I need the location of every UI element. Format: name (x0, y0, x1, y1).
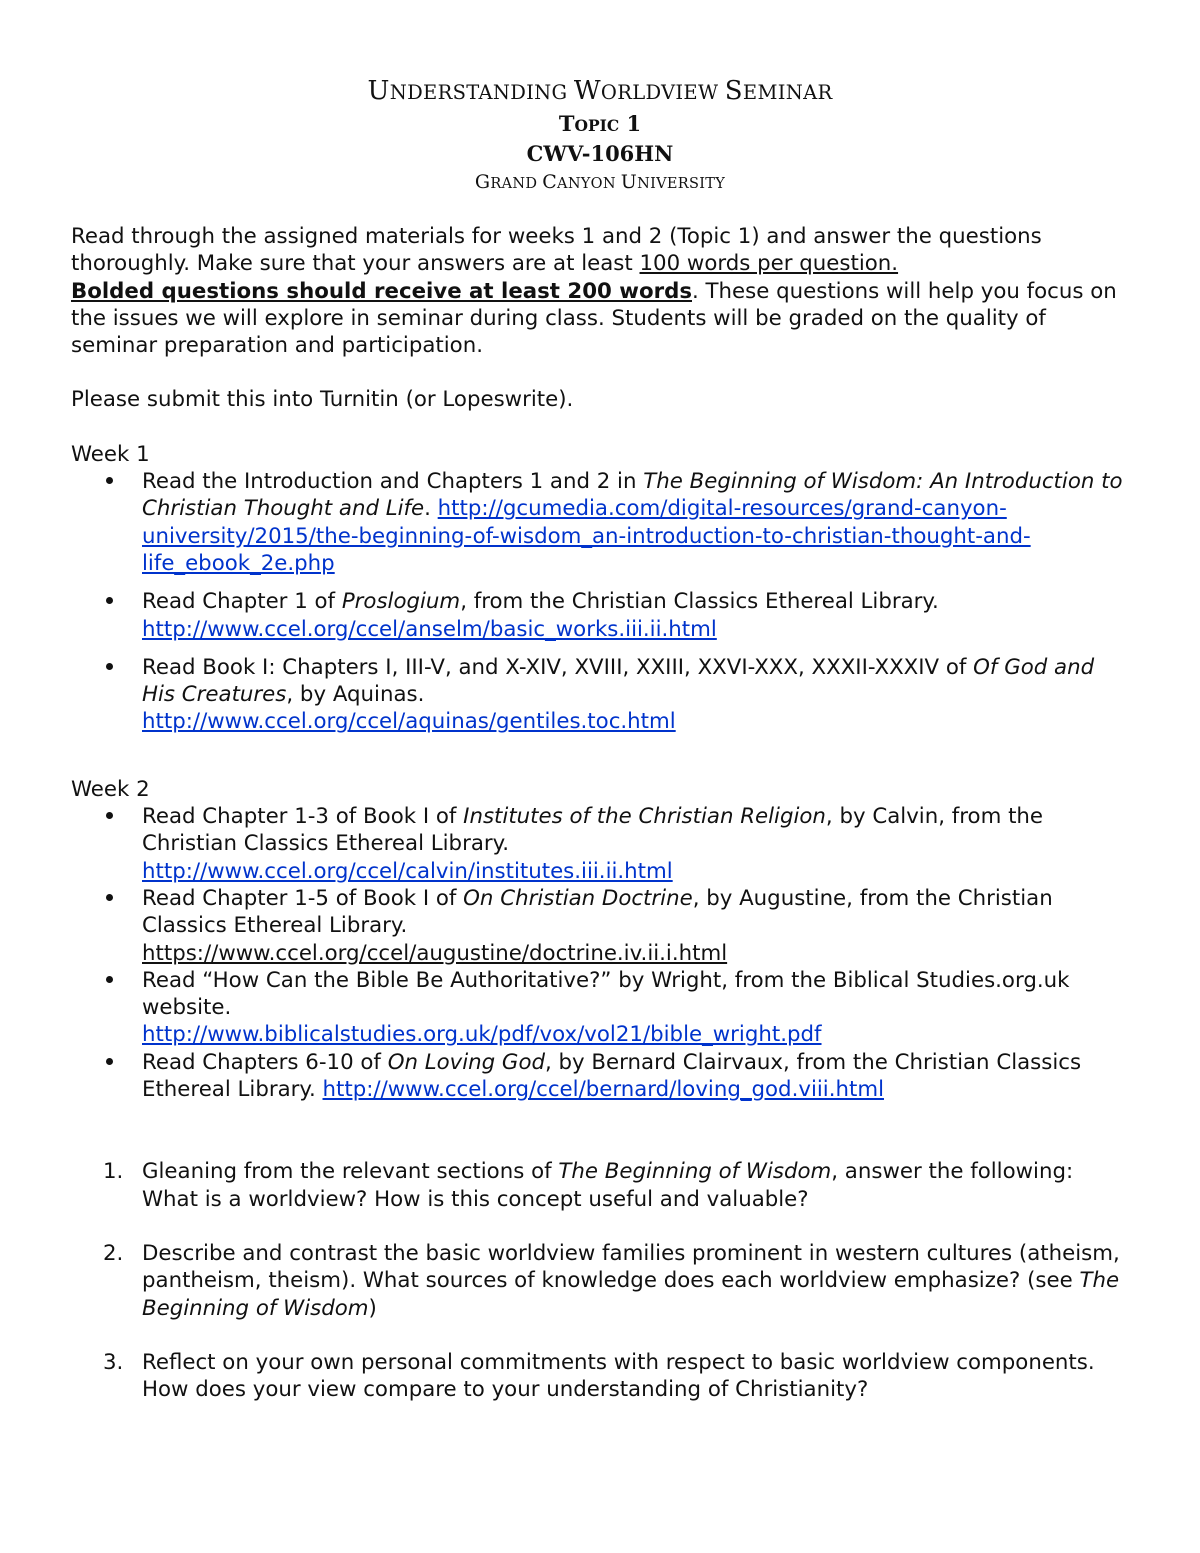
reading-item: Read Book I: Chapters I, III-V, and X-XIV, XVIII, XXIII, XXVI-XXX, XXXII-XXXIV of Of God and His Creatures, by Aquinas. http://www.ccel.org/ccel/aquinas/gentiles.toc.html (71, 654, 1129, 736)
week-2-section (71, 776, 1129, 1104)
week-1-readings (71, 468, 1129, 736)
word-requirement: 100 words per question. (639, 251, 899, 277)
instructions-paragraph: Read through the assigned materials for weeks 1 and 2 (Topic 1) and answer the questions thoroughly. Make sure that your answers are at least 100 words per question. Bolded questions should receive at least 200 words. These questions will help you focus on the issues we will explore in seminar during class. Students will be graded on the quality of seminar preparation and participation. (71, 224, 1117, 359)
submission-note: Please submit this into Turnitin (or Lopeswrite). (71, 387, 574, 413)
week-1-section (71, 441, 1129, 736)
bullet-icon (106, 588, 113, 615)
reading-link[interactable]: http://www.ccel.org/ccel/bernard/loving_god.viii.html (322, 1077, 884, 1103)
reading-link[interactable]: http://gcumedia.com/digital-resources/grand-canyon-university/2015/the-beginning-of-wisdom_an-introduction-to-christian-thought-and-life_ebook_2e.php (142, 496, 1031, 576)
question-number: 2. (103, 1240, 124, 1266)
bullet-icon (106, 885, 113, 912)
questions-list (71, 1158, 1129, 1403)
week-2-label: Week 2 (71, 776, 150, 802)
question-item: 1. Gleaning from the relevant sections of The Beginning of Wisdom, answer the following: What is a worldview? How is this concept useful and valuable? (103, 1159, 1074, 1212)
bullet-icon (106, 468, 113, 495)
document-title: UNDERSTANDING WORLDVIEW SEMINAR (367, 76, 833, 106)
reading-item: Read Chapters 6-10 of On Loving God, by Bernard Clairvaux, from the Christian Classics Ethereal Library. http://www.ccel.org/ccel/bernard/loving_god.viii.html (71, 1049, 1129, 1104)
reading-link[interactable]: http://www.ccel.org/ccel/calvin/institutes.iii.ii.html (142, 858, 673, 884)
question-number: 1. (103, 1159, 124, 1185)
bullet-icon (106, 803, 113, 830)
reading-link-text[interactable]: https://www.ccel.org/ccel/augustine/doctrine.iv.ii.i.html (142, 940, 728, 966)
reading-item: Read Chapter 1-5 of Book I of On Christian Doctrine, by Augustine, from the Christian Classics Ethereal Library. https://www.ccel.org/ccel/augustine/doctrine.iv.ii.i.html (71, 885, 1129, 967)
bullet-icon (106, 654, 113, 681)
university-name: GRAND CANYON UNIVERSITY (474, 171, 726, 193)
document-page (71, 74, 1129, 1430)
reading-link[interactable]: http://www.biblicalstudies.org.uk/pdf/vox/vol21/bible_wright.pdf (142, 1022, 822, 1048)
week-1-label: Week 1 (71, 441, 150, 467)
document-header (71, 74, 1129, 198)
reading-item: Read Chapter 1 of Proslogium, from the Christian Classics Ethereal Library. http://www.ccel.org/ccel/anselm/basic_works.iii.ii.html (71, 588, 1129, 643)
week-2-readings (71, 803, 1129, 1103)
question-item: 2. Describe and contrast the basic worldview families prominent in western cultures (atheism, pantheism, theism). What sources of knowledge does each worldview emphasize? (see The Beginning of Wisdom) (103, 1240, 1120, 1321)
bullet-icon (106, 1049, 113, 1076)
bullet-icon (106, 967, 113, 994)
reading-item: Read Chapter 1-3 of Book I of Institutes of the Christian Religion, by Calvin, from the Christian Classics Ethereal Library. http://www.ccel.org/ccel/calvin/institutes.iii.ii.html (71, 803, 1129, 885)
bold-requirement: Bolded questions should receive at least 200 words (71, 278, 692, 304)
question-item: 3. Reflect on your own personal commitments with respect to basic worldview components. How does your view compare to your understanding of Christianity? (103, 1349, 1095, 1403)
course-code: CWV-106HN (526, 141, 674, 166)
reading-link[interactable]: http://www.ccel.org/ccel/anselm/basic_works.iii.ii.html (142, 616, 717, 642)
topic-line: TOPIC 1 (558, 111, 642, 136)
question-number: 3. (103, 1349, 124, 1375)
reading-link[interactable]: http://www.ccel.org/ccel/aquinas/gentiles.toc.html (142, 709, 676, 735)
reading-item: Read “How Can the Bible Be Authoritative?” by Wright, from the Biblical Studies.org.uk website. http://www.biblicalstudies.org.uk/pdf/vox/vol21/bible_wright.pdf (71, 967, 1129, 1049)
reading-item: Read the Introduction and Chapters 1 and 2 in The Beginning of Wisdom: An Introduction to Christian Thought and Life. http://gcumedia.com/digital-resources/grand-canyon-university/2015/the-beginning-of-wisdom_an-introduction-to-christian-thought-and-life_ebook_2e.php (71, 468, 1129, 577)
